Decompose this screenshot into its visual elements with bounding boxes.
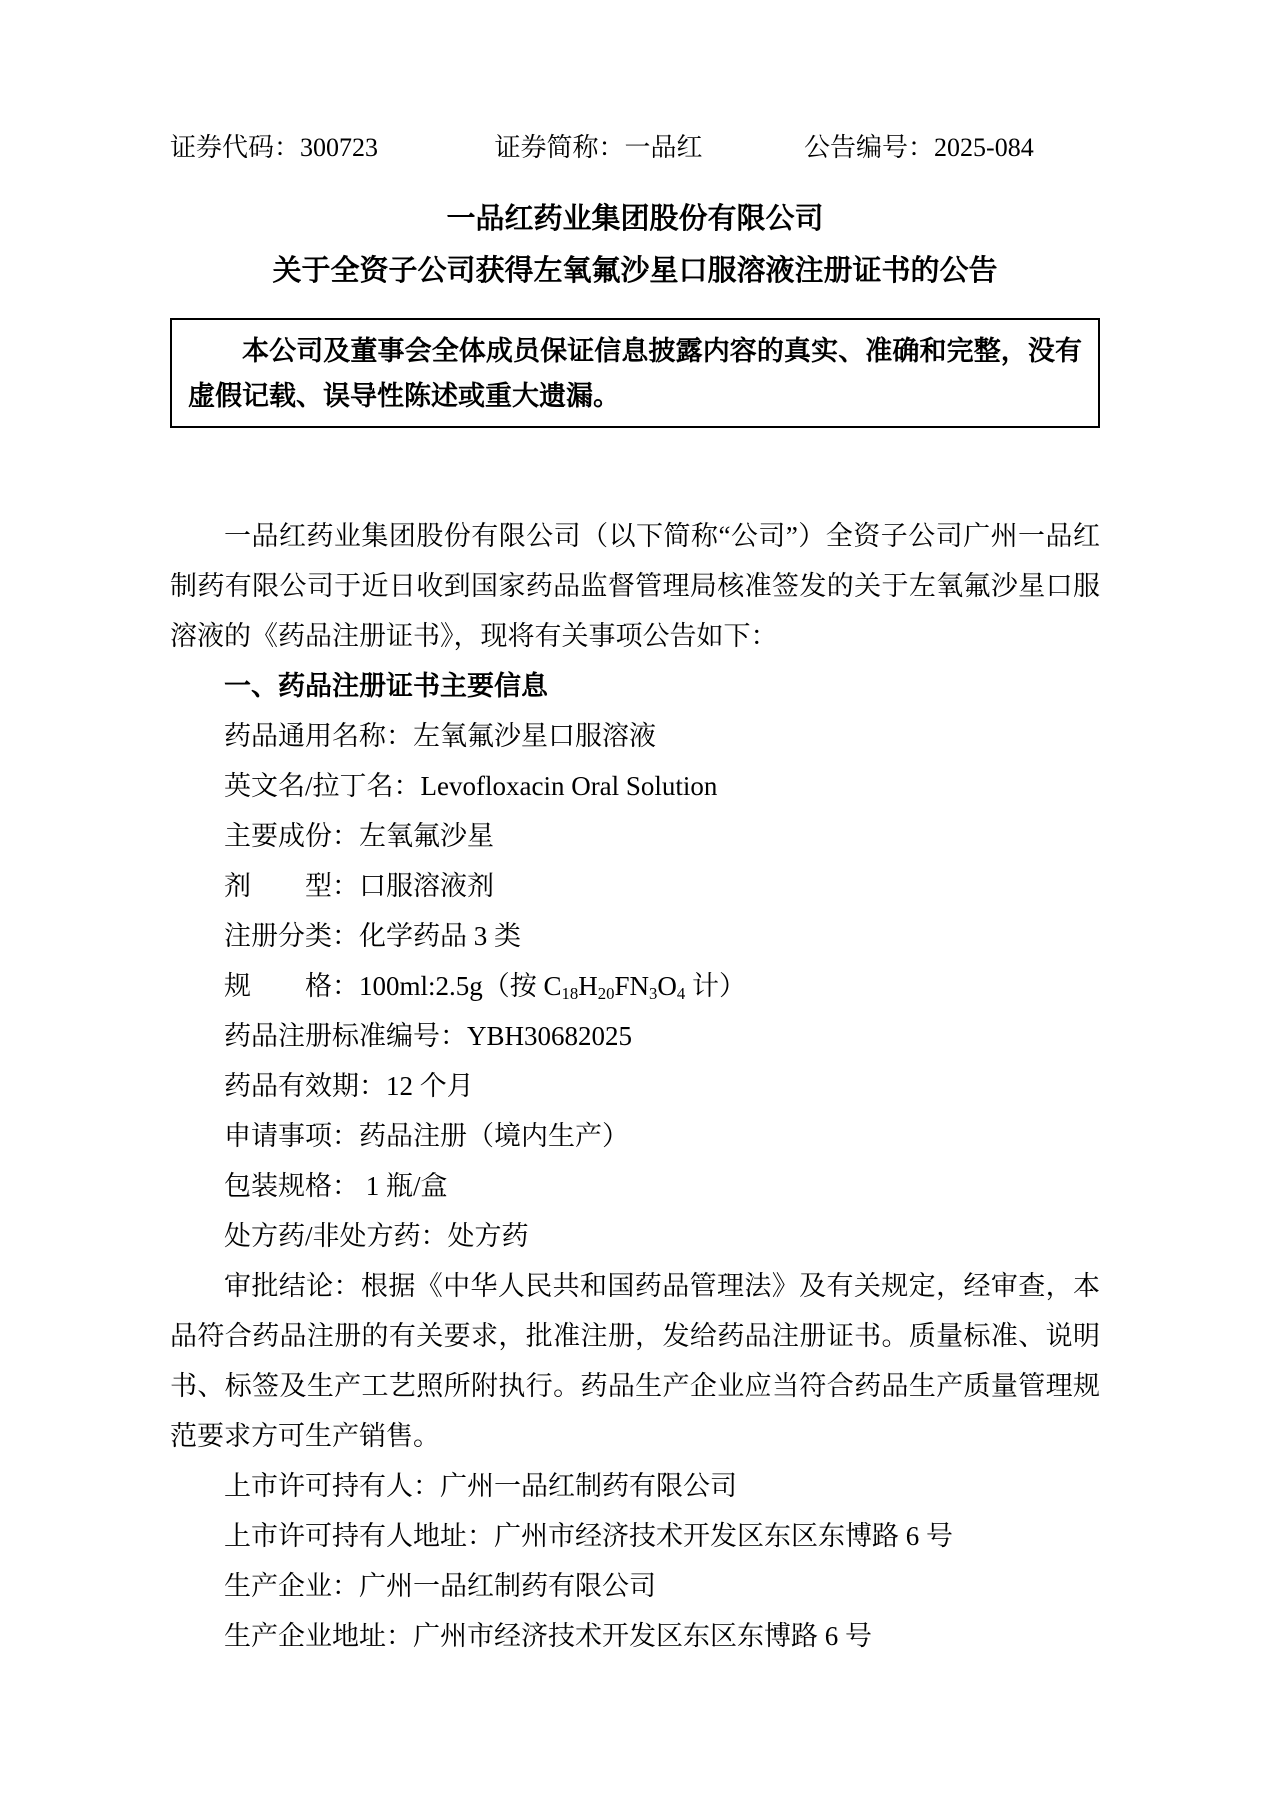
- field-registration-class: 注册分类：化学药品 3 类: [224, 921, 521, 951]
- field-validity-period: 药品有效期：12 个月: [224, 1071, 474, 1101]
- approval-conclusion-paragraph: 审批结论：根据《中华人民共和国药品管理法》及有关规定，经审查，本品符合药品注册的有关要求，批准注册，发给药品注册证书。质量标准、说明书、标签及生产工艺照所附执行。药品生产企业应当符合药品生产质量管理规范要求方可生产销售。: [170, 1271, 1100, 1451]
- document-body: [170, 511, 1100, 1661]
- field-generic-name: 药品通用名称：左氧氟沙星口服溶液: [224, 721, 656, 751]
- field-dosage-form: 剂 型：口服溶液剂: [224, 871, 494, 901]
- announcement-number: 公告编号：2025-084: [804, 133, 1034, 162]
- company-title: 一品红药业集团股份有限公司: [446, 203, 824, 235]
- field-license-holder-address: 上市许可持有人地址：广州市经济技术开发区东区东博路 6 号: [224, 1521, 953, 1551]
- field-manufacturer: 生产企业：广州一品红制药有限公司: [224, 1571, 656, 1601]
- disclaimer-text: 本公司及董事会全体成员保证信息披露内容的真实、准确和完整，没有虚假记载、误导性陈述或重大遗漏。: [188, 336, 1082, 411]
- field-prescription-type: 处方药/非处方药：处方药: [224, 1221, 529, 1251]
- field-specification: 规 格：100ml:2.5g（按 $C_{18}H_{20}FN_3O_4$ 计）: [224, 971, 747, 1004]
- field-english-name: 英文名/拉丁名：Levofloxacin Oral Solution: [224, 771, 718, 801]
- field-application-item: 申请事项：药品注册（境内生产）: [224, 1121, 629, 1151]
- document-header-row: [170, 0, 1100, 163]
- stock-code: 证券代码：300723: [170, 133, 379, 162]
- field-registration-standard-no: 药品注册标准编号：YBH30682025: [224, 1021, 633, 1051]
- section-1-heading: 一、药品注册证书主要信息: [224, 671, 548, 701]
- announcement-title: 关于全资子公司获得左氧氟沙星口服溶液注册证书的公告: [272, 255, 998, 287]
- field-manufacturer-address: 生产企业地址：广州市经济技术开发区东区东博路 6 号: [224, 1621, 872, 1651]
- stock-abbreviation: 证券简称：一品红: [494, 133, 703, 162]
- field-license-holder: 上市许可持有人：广州一品红制药有限公司: [224, 1471, 737, 1501]
- disclaimer-box: [170, 318, 1100, 428]
- intro-paragraph: 一品红药业集团股份有限公司（以下简称“公司”）全资子公司广州一品红制药有限公司于近日收到国家药品监督管理局核准签发的关于左氧氟沙星口服溶液的《药品注册证书》，现将有关事项公告如下：: [170, 521, 1100, 651]
- field-package-spec: 包装规格： 1 瓶/盒: [224, 1171, 448, 1201]
- field-main-ingredient: 主要成份：左氧氟沙星: [224, 821, 494, 851]
